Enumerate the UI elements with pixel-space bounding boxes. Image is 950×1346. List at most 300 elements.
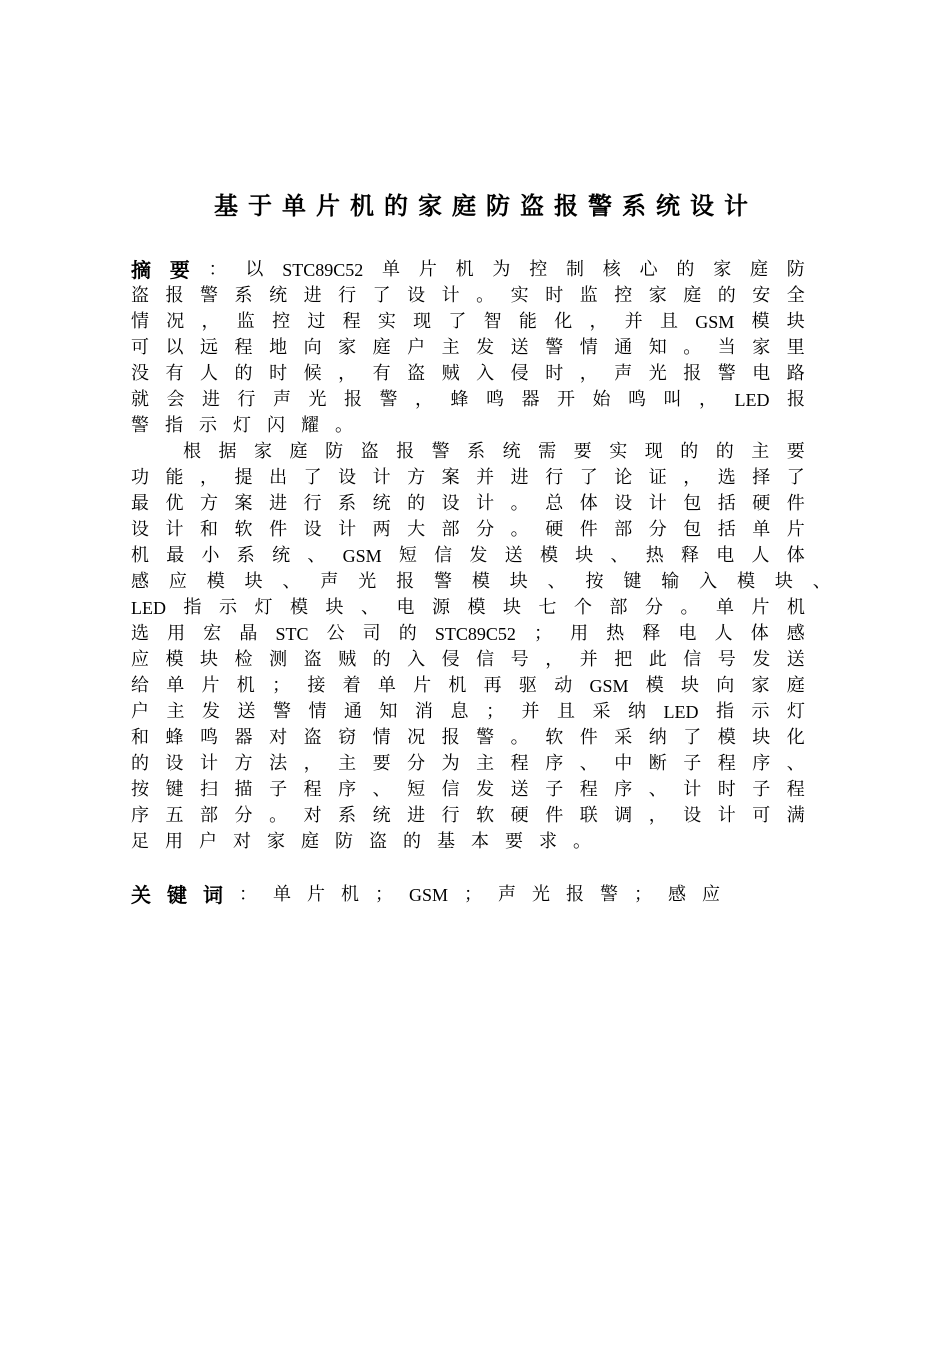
text-token: 模 [467,597,486,618]
text-token: 子 [752,779,771,800]
text-token: 信 [434,545,453,566]
page-title: 基于单片机的家庭防盗报警系统设计 [214,192,758,220]
text-token: 计 [648,493,667,514]
text-token: 主 [751,441,770,462]
text-token: 计 [200,753,219,774]
text-token: 统 [502,441,521,462]
text-token: ； [375,884,393,905]
text-token: 据 [218,441,237,462]
text-token: 可 [131,337,149,358]
text-token: 软 [476,805,495,826]
text-token: 五 [165,805,184,826]
text-token: 行 [303,493,322,514]
text-token: 片 [201,675,220,696]
text-token: 件 [545,805,564,826]
text-token: 优 [165,493,184,514]
text-token: 计 [165,519,184,540]
text-token: ； [486,701,504,722]
text-line [131,777,805,803]
text-line [131,621,805,647]
text-token: 要 [505,831,523,852]
text-token: 以 [165,337,184,358]
text-token: 根 [183,441,201,462]
text-token: 知 [379,701,398,722]
text-token: 、 [786,753,805,774]
text-token: 统 [272,545,291,566]
text-token: 警 [273,701,291,722]
text-token: 行 [338,285,357,306]
text-token: 选 [717,467,736,488]
text-token: 件 [269,519,288,540]
text-token: 最 [131,493,149,514]
text-token: 警 [379,389,398,410]
text-token: 控 [614,285,633,306]
text-token: ， [200,467,219,488]
text-token: 单 [166,675,185,696]
text-token: 子 [683,753,702,774]
text-token: 此 [648,649,667,670]
text-token: 实 [609,441,628,462]
text-token: 家 [752,337,771,358]
text-token: 贼 [441,363,460,384]
text-token: 电 [716,545,735,566]
text-token: 体 [786,545,805,566]
text-token: 实 [510,285,529,306]
text-token: 庭 [786,675,805,696]
text-line [131,257,805,283]
text-token: 要 [372,753,391,774]
text-token: 设 [614,493,633,514]
text-token: ； [464,884,483,905]
text-token: 报 [396,571,415,592]
text-token: 声 [498,884,517,905]
text-token: 知 [648,337,667,358]
text-token: 单 [377,675,396,696]
text-token: 接 [307,675,326,696]
text-token: 个 [574,597,592,618]
text-token: 会 [166,389,185,410]
text-token: 程 [579,779,598,800]
text-token: 程 [303,779,322,800]
text-token: 情 [372,727,391,748]
text-token: 按 [131,779,149,800]
text-token: 的 [676,259,695,280]
text-token: ， [545,649,564,670]
text-token: 光 [532,884,551,905]
text-token: 指 [716,701,734,722]
text-token: 着 [342,675,361,696]
text-token: 报 [683,363,702,384]
text-token: 片 [307,884,325,905]
text-token: 警 [600,884,619,905]
text-token: 求 [539,831,557,852]
text-token: 程 [786,779,805,800]
text-token: 块 [752,727,771,748]
text-token: 为 [441,753,460,774]
text-token: 、 [307,545,326,566]
text-token: 入 [476,363,495,384]
text-token: 了 [303,467,322,488]
text-token: 、 [610,545,629,566]
text-token: 案 [441,467,460,488]
text-token: 系 [467,441,486,462]
text-token: 计 [441,285,460,306]
text-token: 、 [372,779,391,800]
text-token: 信 [683,649,702,670]
text-token: 用 [165,831,183,852]
text-line [183,439,805,465]
text-token: 机 [787,597,805,618]
text-token: 主 [338,753,357,774]
text-token: 警 [431,441,450,462]
text-token: 计 [338,519,357,540]
text-token: 叫 [663,389,682,410]
text-token: 有 [165,363,184,384]
text-token: 计 [717,805,736,826]
text-token: 把 [614,649,633,670]
text-token: 庭 [749,259,768,280]
text-token: 块 [503,597,521,618]
text-token: 入 [699,571,718,592]
text-token: 防 [335,831,353,852]
text-token: 应 [131,649,149,670]
text-token: 防 [325,441,344,462]
text-token: GSM [589,676,629,696]
text-token: 的 [234,363,253,384]
text-token: 并 [624,311,643,332]
text-token: 盗 [369,831,387,852]
text-token: 器 [234,727,253,748]
text-token: 方 [200,493,219,514]
text-token: 候 [303,363,322,384]
text-line [131,361,805,387]
text-token: 庭 [301,831,319,852]
text-token: 中 [614,753,633,774]
text-token: 就 [131,389,149,410]
text-token: ， [699,389,717,410]
text-token: 监 [579,285,598,306]
text-token: 灯 [254,597,273,618]
text-token: 向 [303,337,322,358]
text-token: LED [663,702,699,722]
text-token: 户 [131,701,149,722]
text-token: 的 [717,285,736,306]
text-token: 部 [609,597,628,618]
text-token: 采 [592,701,611,722]
text-token: 监 [236,311,255,332]
text-line [131,309,805,335]
text-token: 分 [648,519,667,540]
text-token: 入 [407,649,426,670]
text-token: 了 [448,311,467,332]
text-token: 以 [245,259,264,280]
text-token: 方 [407,467,426,488]
text-token: 。 [573,831,591,852]
text-token: 按 [585,571,604,592]
text-token: 。 [510,493,529,514]
text-token: 人 [714,623,733,644]
text-token: 设 [303,519,322,540]
text-token: 贼 [338,649,357,670]
text-token: 始 [592,389,611,410]
text-token: 括 [717,519,736,540]
text-token: ； [534,623,553,644]
text-token: 警 [717,363,736,384]
text-token: 单 [752,519,771,540]
text-token: 纳 [628,701,646,722]
text-token: 了 [372,285,391,306]
text-token: 司 [362,623,381,644]
text-token: 发 [476,337,495,358]
text-token: 计 [683,779,702,800]
text-token: 现 [644,441,663,462]
text-token: 示 [751,701,770,722]
text-token: 设 [441,493,460,514]
text-token: 件 [786,493,805,514]
text-token: 对 [269,727,288,748]
text-token: 指 [165,415,183,436]
text-token: 分 [645,597,663,618]
text-token: 时 [269,363,288,384]
text-token: 案 [234,493,253,514]
text-token: GSM [409,885,449,905]
text-token: 全 [786,285,805,306]
text-token: 件 [579,519,598,540]
text-token: 发 [202,701,220,722]
text-token: 。 [510,727,529,748]
text-token: 软 [234,519,253,540]
text-token: 宏 [203,623,222,644]
text-line [131,569,831,595]
text-token: 灯 [787,701,805,722]
text-token: 最 [166,545,185,566]
text-token: 机 [236,675,255,696]
text-token: 了 [683,727,702,748]
text-token: 蜂 [450,389,469,410]
text-token: 信 [441,779,460,800]
text-token: 驱 [518,675,537,696]
text-token: 计 [476,493,495,514]
text-token: 键 [623,571,642,592]
text-token: 的 [372,649,391,670]
text-line [131,829,805,855]
text-line [131,647,805,673]
text-token: 化 [786,727,805,748]
text-token: 情 [308,701,327,722]
text-token: 光 [648,363,667,384]
text-token: 设 [683,805,702,826]
text-token: 计 [372,467,391,488]
text-token: 蜂 [165,727,184,748]
text-token: 释 [681,545,699,566]
text-token: 短 [407,779,426,800]
text-token: 心 [639,259,658,280]
text-token: ， [415,389,433,410]
text-token: 指 [183,597,202,618]
text-token: 分 [407,753,426,774]
text-token: 用 [570,623,589,644]
text-token: ： [208,259,227,280]
text-token: ， [683,467,702,488]
text-token: 的 [680,441,699,462]
text-token: 进 [269,493,288,514]
text-token: 设 [407,285,426,306]
text-token: 词 [203,883,223,907]
text-token: GSM [695,312,735,332]
text-token: 。 [476,285,495,306]
text-token: 机 [341,884,359,905]
text-token: 进 [510,467,529,488]
text-token: 程 [342,311,361,332]
text-token: 本 [471,831,489,852]
text-token: 送 [504,545,523,566]
text-token: 报 [787,389,805,410]
text-line [131,465,805,491]
text-token: 感 [786,623,805,644]
text-token: 联 [579,805,598,826]
text-token: 模 [290,597,308,618]
text-token: 块 [509,571,528,592]
text-token: 进 [407,805,426,826]
text-token: 耀 [301,415,319,436]
text-token: 块 [200,649,219,670]
text-token: 况 [166,311,185,332]
text-token: ； [634,884,653,905]
text-token: 鸣 [486,389,504,410]
text-line [131,283,805,309]
text-token: 键 [165,779,184,800]
text-token: 的 [715,441,734,462]
text-token: 进 [202,389,220,410]
text-token: ： [239,884,257,905]
text-token: 需 [538,441,557,462]
text-token: 报 [165,285,184,306]
text-token: 况 [407,727,426,748]
text-token: 、 [648,779,667,800]
text-token: 声 [614,363,633,384]
text-token: 件 [579,727,598,748]
text-token: 采 [614,727,633,748]
text-token: 器 [521,389,540,410]
text-line [131,491,805,517]
text-token: 模 [737,571,755,592]
text-token: 发 [469,545,488,566]
text-token: 过 [307,311,326,332]
text-token: 。 [683,337,702,358]
text-token: 给 [131,675,149,696]
text-token: 机 [131,545,149,566]
text-token: 块 [774,571,793,592]
text-token: ， [589,311,608,332]
text-token: 机 [448,675,467,696]
text-token: 警 [131,415,149,436]
text-token: 热 [606,623,625,644]
text-token: 感 [131,571,149,592]
text-token: 并 [476,467,495,488]
text-token: 家 [648,285,667,306]
text-token: 论 [614,467,633,488]
text-token: 法 [269,753,288,774]
text-token: 没 [131,363,149,384]
text-token: 警 [434,571,452,592]
text-token: 模 [206,571,225,592]
text-token: 方 [234,753,253,774]
text-token: 片 [751,597,770,618]
text-token: 部 [614,519,633,540]
text-token: 当 [717,337,736,358]
text-token: 统 [372,493,391,514]
text-token: 庭 [683,285,702,306]
text-token: 信 [476,649,495,670]
text-token: 且 [557,701,575,722]
text-token: 主 [476,753,495,774]
text-token: 单 [273,884,291,905]
text-token: 模 [717,727,736,748]
text-token: 块 [325,597,344,618]
text-token: 程 [717,753,736,774]
text-token: 序 [545,753,564,774]
text-token: 远 [200,337,219,358]
text-token: 闪 [267,415,285,436]
text-token: 化 [554,311,573,332]
text-token: 开 [557,389,575,410]
text-token: 智 [483,311,502,332]
text-line [131,387,805,413]
text-token: 输 [661,571,680,592]
text-token: 包 [683,519,702,540]
text-token: 和 [200,519,219,540]
text-token: 、 [282,571,301,592]
text-token: 报 [396,441,415,462]
text-token: 示 [219,597,237,618]
text-token: 并 [579,649,598,670]
text-token: 。 [680,597,699,618]
text-token: 家 [751,675,770,696]
text-token: 电 [752,363,771,384]
text-token: 块 [244,571,263,592]
text-token: 电 [678,623,697,644]
text-token: 足 [131,831,149,852]
text-token: 送 [510,337,529,358]
text-token: 的 [398,623,417,644]
text-token: 且 [659,311,678,332]
text-token: 释 [642,623,661,644]
text-token: 公 [326,623,345,644]
text-token: 体 [750,623,769,644]
text-token: 设 [338,467,357,488]
text-token: 报 [344,389,362,410]
text-token: 家 [267,831,285,852]
text-token: 体 [579,493,598,514]
text-token: 有 [372,363,391,384]
text-token: 向 [716,675,735,696]
text-token: 系 [234,285,253,306]
text-token: 家 [713,259,732,280]
text-token: 。 [269,805,288,826]
text-token: 摘 [131,258,151,282]
text-token: 盗 [131,285,149,306]
text-token: STC [275,624,309,644]
text-token: 盗 [303,727,322,748]
text-token: 息 [450,701,469,722]
text-token: 警 [545,337,564,358]
text-token: 发 [476,779,495,800]
text-token: 地 [269,337,288,358]
text-token: 统 [269,285,288,306]
text-token: 单 [716,597,734,618]
text-token: 控 [529,259,548,280]
text-token: 通 [344,701,362,722]
